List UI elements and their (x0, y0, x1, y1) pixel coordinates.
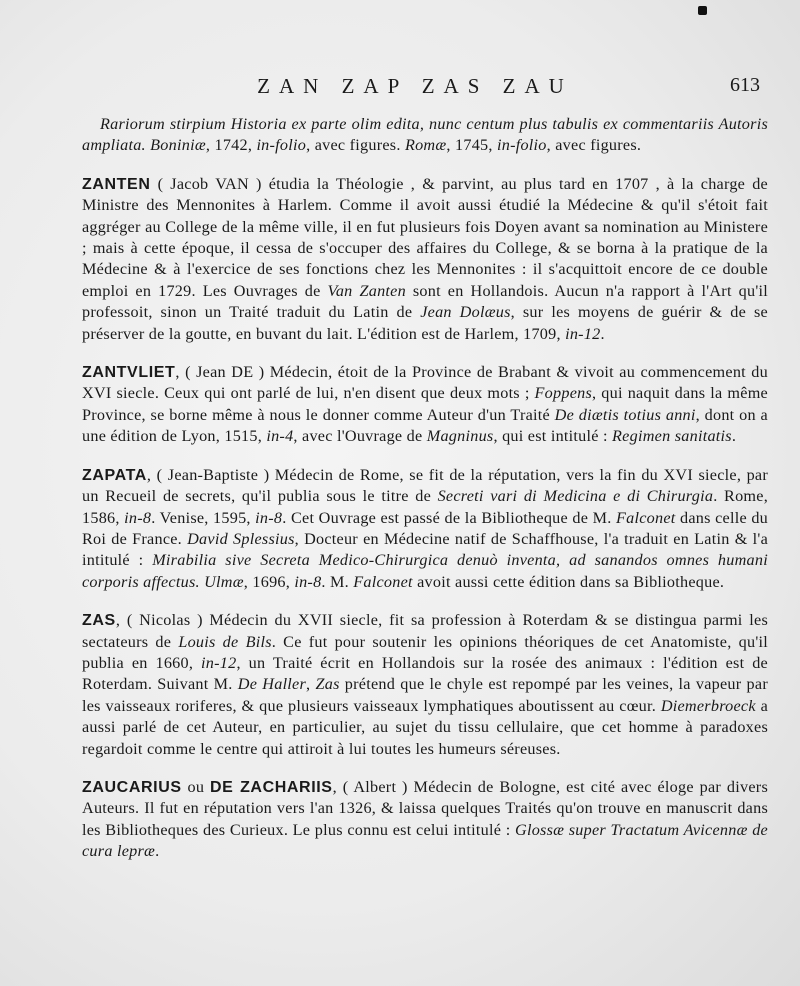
text-run: . (731, 427, 737, 446)
text-run: , (306, 675, 316, 694)
entry-zaucarius (82, 777, 768, 863)
text-run: sont en Hollandois. Aucun n'a rapport à l'Art qu'il professoit, sinon un Traité traduit du Latin de (82, 281, 768, 322)
italic-text: Diemerbroeck (660, 696, 756, 715)
text-run: , qui naquit dans la même Province, se borne même à nous le donner comme Auteur d'un Traité (82, 384, 768, 424)
text-run: , avec l'Ouvrage de (293, 427, 427, 446)
italic-text: in-8 (294, 572, 322, 591)
italic-text: Mirabilia sive Secreta Medico-Chirurgica denuò inventa, ad sanandos omnes humani corporis affectus. Ulmæ (82, 551, 768, 591)
italic-text: Rariorum stirpium Historia ex parte olim edita, nunc centum plus tabulis ex commentariis Autoris ampliata. Boniniæ (82, 115, 768, 155)
italic-text: in-4 (266, 427, 294, 446)
italic-text: De Haller (237, 675, 307, 694)
text-run: . Rome, 1586, (82, 487, 768, 527)
text-run: , avec figures. (306, 136, 405, 155)
text-run: prétend que le chyle est repompé par les veines, la vapeur par les vaisseaux roriferes, & que plusieurs vaisseaux lymphatiques aboutissent au cœur. (82, 675, 768, 715)
italic-text: David Splessius (187, 529, 295, 548)
text-run: , sur les moyens de guérir & de se préserver de la goutte, en buvant du lait. L'édition est de Harlem, 1709, (82, 303, 768, 343)
text-run: . M. (321, 572, 354, 591)
italic-text: in-8 (124, 508, 152, 527)
text-run: avoit aussi cette édition dans sa Bibliotheque. (412, 572, 725, 591)
entry-zanten (82, 174, 768, 345)
text-run: . (155, 842, 160, 861)
italic-text: Magninus (426, 427, 494, 446)
text-run: , ( Jean-Baptiste ) Médecin de Rome, se fit de la réputation, vers la fin du XVI siecle, par un Recueil de secrets, qu'il publia sous le titre de (82, 465, 768, 506)
entry-heading: ZANTVLIET (82, 364, 176, 382)
italic-text: Romæ (404, 136, 447, 155)
running-title: ZAN ZAP ZAS ZAU (257, 74, 573, 98)
text-run: , un Traité écrit en Hollandois sur la rosée des animaux : l'édition est de Roterdam. Suivant M. (82, 653, 768, 694)
text-run: , avec figures. (546, 136, 642, 155)
entry-heading: ZAS (82, 612, 116, 630)
entry-zantvliet (82, 362, 768, 448)
text-run: , 1696, (243, 572, 295, 591)
italic-text: in-folio (496, 136, 547, 155)
entry-heading: DE ZACHARIIS (210, 778, 333, 796)
italic-text: Louis de Bils (178, 632, 272, 651)
page-number: 613 (730, 74, 760, 96)
text-run: . Ce fut pour soutenir les opinions théoriques de cet Anatomiste, qu'il publia en 1660, (82, 632, 768, 672)
italic-text: Secreti vari di Medicina e di Chirurgia (437, 487, 714, 506)
text-run: , Docteur en Médecine natif de Schaffhouse, l'a traduit en Latin & l'a intitulé : (82, 529, 768, 570)
text-run: . Cet Ouvrage est passé de la Bibliotheque de M. (282, 508, 616, 527)
text-run: , qui est intitulé : (493, 427, 613, 446)
text-run: , dont on a une édition de Lyon, 1515, (82, 405, 768, 446)
text-run: , ( Jean DE ) Médecin, étoit de la Province de Brabant & vivoit au commencement du XVI siecle. Ceux qui ont parlé de lui, n'en disent que deux mots ; (82, 363, 768, 403)
entry-heading: ZAUCARIUS (82, 778, 182, 796)
italic-text: Falconet (353, 572, 413, 591)
italic-text: in-8 (255, 508, 283, 527)
text-run: . (600, 324, 605, 343)
text-run: a aussi parlé de cet Auteur, en particulier, au sujet du tissu cellulaire, que cet homme à paradoxes regardoit comme le centre qui attiroit à lui toutes les humeurs séreuses. (82, 696, 769, 758)
body-text (82, 114, 768, 863)
ink-speck (698, 6, 707, 15)
italic-text: Regimen sanitatis (612, 427, 732, 446)
page-header (0, 74, 800, 104)
italic-text: Falconet (615, 508, 676, 527)
italic-text: De diætis totius anni (554, 405, 696, 424)
text-run: . Venise, 1595, (151, 508, 256, 527)
italic-text: Zas (315, 675, 340, 694)
text-run: , 1745, (446, 136, 497, 155)
text-run: ou (181, 777, 211, 796)
entry-heading: ZAPATA (82, 466, 147, 484)
text-run: ( Jacob VAN ) étudia la Théologie , & parvint, au plus tard en 1707 , à la charge de Ministre des Mennonites à Harlem. Comme il avoit aussi étudié la Médecine & qu'il s'étoit fait aggréger au College de la même ville, il en fut plusieurs fois Doyen avant sa nomination au Ministere ; mais à cette époque, il cessa de s'occuper des affaires du College, & se borna à la pratique de la Médecine & à l'exercice de ses fonctions chez les Mennonites : il s'acquittoit encore de ce double emploi en 1729. Les Ouvrages de (82, 174, 768, 300)
italic-text: in-12 (201, 653, 237, 672)
italic-text: Glossæ super Tractatum Avicennæ de cura lepræ (82, 820, 768, 861)
entry-heading: ZANTEN (82, 175, 151, 193)
continuation-paragraph (82, 114, 768, 157)
text-run: , ( Albert ) Médecin de Bologne, est cité avec éloge par divers Auteurs. Il fut en réputation vers l'an 1326, & laissa quelques Traités qu'on trouve en manuscrit dans les Bibliotheques des Curieux. Le plus connu est celui intitulé : (82, 777, 768, 839)
italic-text: in-12 (565, 324, 601, 343)
entry-zapata (82, 465, 768, 593)
italic-text: in-folio (256, 136, 307, 155)
italic-text: Van Zanten (327, 281, 406, 300)
entry-zas (82, 610, 768, 760)
italic-text: Jean Dolæus (420, 303, 511, 322)
text-run: dans celle du Roi de France. (82, 508, 769, 548)
text-run: , ( Nicolas ) Médecin du XVII siecle, fit sa profession à Roterdam & se distingua parmi les sectateurs de (82, 611, 768, 651)
italic-text: Foppens (534, 384, 593, 403)
text-run: , 1742, (205, 136, 257, 155)
